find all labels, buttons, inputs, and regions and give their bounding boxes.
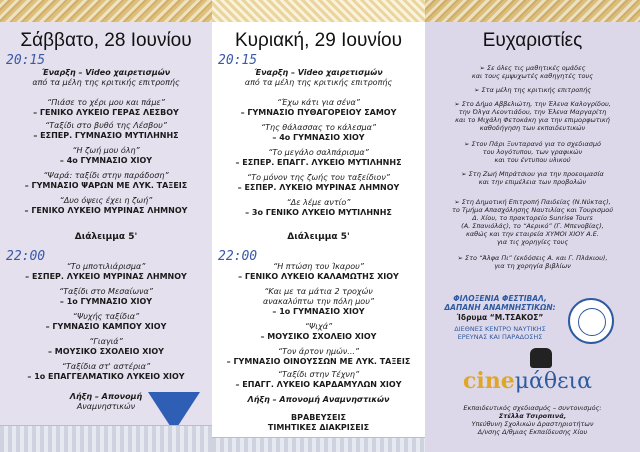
saturday-column [0,0,212,452]
sunday-time-1: 20:15 [218,53,258,68]
saturday-opening-sub: από τα μέλη της κριτικής επιτροπής [32,78,180,87]
film-school: – ΓΕΝΙΚΟ ΛΥΚΕΙΟ ΓΕΡΑΣ ΛΕΣΒΟΥ [33,108,179,117]
thanks-line: καθώς και την εταιρεία ΧΥΜΟΙ ΧΙΟΥ Α.Ε. [466,230,599,238]
film-title: “Έχω κάτι για σένα” [277,98,360,107]
host-label: ΦΙΛΟΞΕΝΙΑ ΦΕΣΤΙΒΑΛ, [453,294,547,303]
credit-line: Υπεύθυνη Σχολικών Δραστηριοτήτων [471,420,594,428]
waves-decoration [212,437,425,452]
thanks-line: ➢ Στη Ζωή Μπράτσιου για την προεοιμασία [461,170,604,178]
thanks-line: το Τμήμα Απασχόλησης Ναυτιλίας και Τουρισμού [452,206,613,214]
thanks-line: ➢ Στο Δήμο Αββελιώτη, την Έλενα Καλογρίδου, [454,100,611,108]
saturday-closing: Λήξη – Απονομή [69,392,143,401]
thanks-line: (Α. Σπανιόλάς), το “Αερικό” (Γ. Μπενοβίας), [461,222,604,230]
saturday-closing-sub: Αναμνηστικών [76,402,136,411]
decorative-banner [0,0,212,22]
film-title: “Η ζωή μου όλη” [72,146,140,155]
film-title: “Ταξίδι στο βυθό της Λέσβου” [45,121,167,130]
film-title: “Ταξίδια στ' αστέρια” [61,362,151,371]
saturday-time-1: 20:15 [6,53,46,68]
film-school: – ΓΥΜΝΑΣΙΟ ΟΙΝΟΥΣΣΩΝ ΜΕ ΛΥΚ. ΤΑΞΕΙΣ [226,357,411,366]
film-title: “Ταξίδι στην Τέχνη” [277,370,360,379]
film-title: “Το μποτιλιάρισμα” [66,262,146,271]
film-school: – ΕΣΠΕΡ. ΕΠΑΓΓ. ΛΥΚΕΙΟ ΜΥΤΙΛΗΝΗΣ [235,158,402,167]
film-school: – ΜΟΥΣΙΚΟ ΣΧΟΛΕΙΟ ΧΙΟΥ [260,332,377,341]
thanks-line: την Όλγα Λεοντιάδου, την Έλενα Μαργαρίτη [458,108,607,116]
sunday-opening: Έναρξη – Video χαιρετισμών [254,68,383,77]
film-school: – ΓΥΜΝΑΣΙΟ ΚΑΜΠΟΥ ΧΙΟΥ [45,322,167,331]
film-title: “Τον άρτον ημών...” [277,347,360,356]
film-camera-icon [530,348,552,368]
film-title: “Ταξίδι στο Μεσαίωνα” [59,287,153,296]
film-school: – 4ο ΓΥΜΝΑΣΙΟ ΧΙΟΥ [59,156,153,165]
film-school: – ΕΣΠΕΡ. ΛΥΚΕΙΟ ΜΥΡΙΝΑΣ ΛΗΜΝΟΥ [25,272,187,281]
film-title: “Δε λέμε αντίο” [286,198,351,207]
film-school: – 1ο ΕΠΑΓΓΕΛΜΑΤΙΚΟ ΛΥΚΕΙΟ ΧΙΟΥ [27,372,185,381]
awards-heading: ΒΡΑΒΕΥΣΕΙΣ [291,413,346,422]
decorative-banner [212,0,425,22]
thanks-line: για τη χορηγία βιβλίων [494,262,571,270]
film-title: “Ψαρά: ταξίδι στην παράδοση” [43,171,169,180]
sunday-column [212,0,425,452]
thanks-line: ➢ Στη Δημοτική Επιτροπή Παιδείας (Ν.Νύκτας), [454,198,611,206]
film-school: – ΓΕΝΙΚΟ ΛΥΚΕΙΟ ΚΑΛΑΜΩΤΗΣ ΧΙΟΥ [238,272,399,281]
film-school: – ΕΠΑΓΓ. ΛΥΚΕΙΟ ΚΑΡΔΑΜΥΛΩΝ ΧΙΟΥ [235,380,402,389]
film-title: “Το μόνον της ζωής του ταξείδιον” [247,173,390,182]
host-desc: ΔΙΕΘΝΕΣ ΚΕΝΤΡΟ ΝΑΥΤΙΚΗΣ [454,325,546,333]
film-school: – 3ο ΓΕΝΙΚΟ ΛΥΚΕΙΟ ΜΥΤΙΛΗΝΗΣ [245,208,392,217]
thanks-line: ➢ Στα μέλη της κριτικής επιτροπής [473,86,592,94]
saturday-opening: Έναρξη – Video χαιρετισμών [41,68,171,77]
thanks-line: καθοδήγηση των εκπαιδευτικών [479,124,586,132]
thanks-line: Δ. Χίου, το πρακτορείο Sunrise Tours [472,214,593,222]
film-school: – ΕΣΠΕΡ. ΛΥΚΕΙΟ ΜΥΡΙΝΑΣ ΛΗΜΝΟΥ [237,183,400,192]
decorative-banner [425,0,640,22]
thanks-line: του λογότυπου, των γραφικών [482,148,583,156]
host-name: Ίδρυμα “Μ.ΤΣΑΚΟΣ” [456,313,544,322]
thanks-line: ➢ Στον Πάρι Ξυνταρανό για το σχεδιασμό [463,140,602,148]
thanks-line: και την επιμέλεια των προβολών [478,178,587,186]
sunday-time-2: 22:00 [218,249,258,264]
saturday-break: Διάλειμμα 5' [74,232,138,242]
film-title: “Το μεγάλο σαλπάρισμα” [268,148,369,157]
thanks-line: και του έντυπου υλικού [494,156,571,164]
sunday-opening-sub: από τα μέλη της κριτικής επιτροπής [244,78,393,87]
film-school: – ΓΥΜΝΑΣΙΟ ΠΥΘΑΓΟΡΕΙΟΥ ΣΑΜΟΥ [240,108,397,117]
film-school: – ΜΟΥΣΙΚΟ ΣΧΟΛΕΙΟ ΧΙΟΥ [48,347,164,356]
thanks-line: ➢ Στο “Άλφα Πι” (εκδόσεις Α. και Γ. Πλάκιου), [457,254,608,262]
film-title: “Πιάσε το χέρι μου και πάμε” [47,98,165,107]
film-school: – 1ο ΓΥΜΝΑΣΙΟ ΧΙΟΥ [272,307,365,316]
film-title-cont: ανακαλύπτω την πόλη μου” [263,297,374,306]
film-title: “Και με τα μάτια 2 τροχών [264,287,373,296]
credit-name: Στέλλα Τσιροπινά, [498,412,567,420]
thanks-line: ➢ Σε όλες τις μαθητικές ομάδες [479,64,586,72]
credit-line: Εκπαιδευτικός σχεδιασμός – συντονισμός: [463,404,602,412]
film-title: “Γιαγιά” [89,337,123,346]
waves-decoration [0,425,212,452]
film-school: – 1ο ΓΥΜΝΑΣΙΟ ΧΙΟΥ [59,297,153,306]
film-title: “Ψυχής ταξίδια” [72,312,140,321]
credit-line: Δ/νσης Δ/θμιας Εκπαίδευσης Χίου [477,428,588,436]
film-school: – ΕΣΠΕΡ. ΓΥΜΝΑΣΙΟ ΜΥΤΙΛΗΝΗΣ [33,131,179,140]
thanks-title: Ευχαριστίες [482,30,583,51]
sunday-title: Κυριακή, 29 Ιουνίου [234,30,403,51]
film-title: “Της θάλασσας το κάλεσμα” [260,123,377,132]
host-label: ΔΑΠΑΝΗ ΑΝΑΜΝΗΣΤΙΚΩΝ: [444,303,556,312]
foundation-seal-icon [568,298,614,344]
host-desc: ΕΡΕΥΝΑΣ ΚΑΙ ΠΑΡΑΔΟΣΗΣ [457,333,543,341]
film-school: – 4ο ΓΥΜΝΑΣΙΟ ΧΙΟΥ [272,133,365,142]
thanks-line: και τους εμψυχωτές καθηγητές τους [471,72,594,80]
thanks-line: και το Μιχάλη Φετοκάκη για την επιμορφωτική [455,116,610,124]
honors-heading: ΤΙΜΗΤΙΚΕΣ ΔΙΑΚΡΙΣΕΙΣ [267,423,370,432]
saturday-title: Σάββατο, 28 Ιουνίου [20,30,192,51]
film-title: “Ψιχά” [304,322,333,331]
sunday-closing: Λήξη – Απονομή Αναμνηστικών [247,395,390,404]
cinematheia-logo: cineμάθεια [463,368,593,394]
film-title: “Δυο όψεις έχει η ζωή” [59,196,153,205]
film-title: “Η πτώση του Ίκαρου” [273,262,364,271]
saturday-time-2: 22:00 [6,249,46,264]
film-school: – ΓΕΝΙΚΟ ΛΥΚΕΙΟ ΜΥΡΙΝΑΣ ΛΗΜΝΟΥ [24,206,188,215]
thanks-line: για τις χορηγίες τους [496,238,569,246]
sunday-break: Διάλειμμα 5' [287,232,350,242]
film-school: – ΓΥΜΝΑΣΙΟ ΨΑΡΩΝ ΜΕ ΛΥΚ. ΤΑΞΕΙΣ [24,181,188,190]
